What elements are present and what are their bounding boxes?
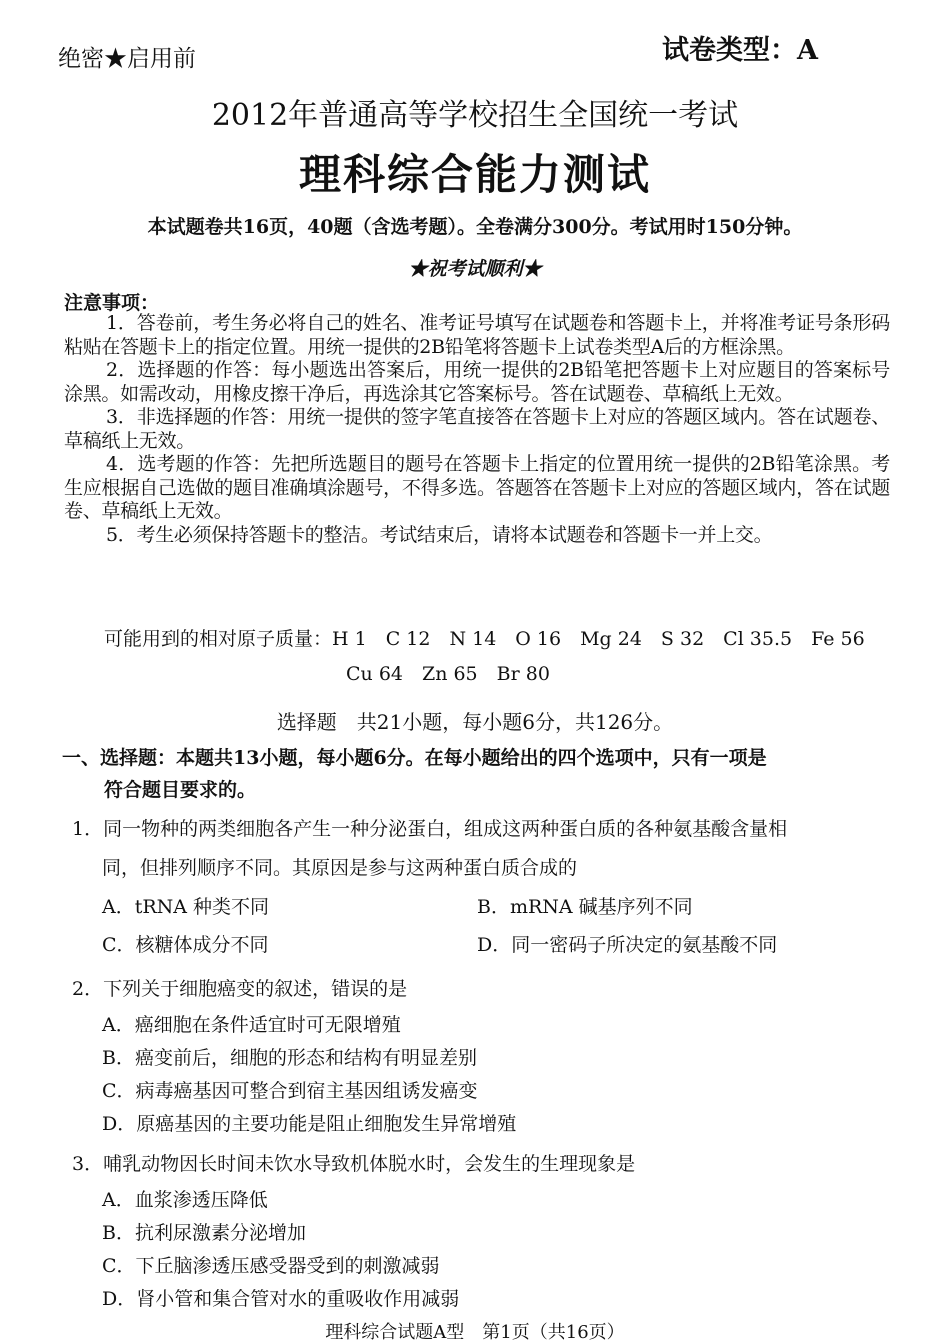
section-one-line-2: 符合题目要求的。	[104, 779, 257, 801]
section-one-instructions	[62, 742, 892, 806]
exam-summary: 本试题卷共16页，40题（含选考题）。全卷满分300分。考试用时150分钟。	[147, 216, 803, 238]
question-stem-line: 同，但排列顺序不同。其原因是参与这两种蛋白质合成的	[102, 857, 578, 879]
option-row	[72, 888, 892, 926]
question-stem: 3．哺乳动物因长时间未饮水导致机体脱水时，会发生的生理现象是	[72, 1153, 636, 1175]
atomic-masses-line-2: Cu 64 Zn 65 Br 80	[346, 663, 550, 685]
option-b: B．癌变前后，细胞的形态和结构有明显差别	[102, 1047, 477, 1069]
subject-title: 理科综合能力测试	[298, 150, 651, 199]
option-row	[72, 926, 892, 964]
confidential-label: 绝密★启用前	[58, 46, 196, 72]
option-a: A．tRNA 种类不同	[102, 896, 270, 918]
page-footer: 理科综合试题A型 第1页（共16页）	[325, 1322, 625, 1343]
option-list	[72, 1009, 892, 1141]
option-d: D．同一密码子所决定的氨基酸不同	[477, 934, 778, 956]
notes-list	[64, 312, 890, 547]
paper-type-label: 试卷类型：A	[662, 35, 818, 66]
option-a: A．癌细胞在条件适宜时可无限增殖	[102, 1014, 401, 1036]
option-b: B．抗利尿激素分泌增加	[102, 1222, 306, 1244]
option-b: B．mRNA 碱基序列不同	[477, 896, 693, 918]
option-c: C．病毒癌基因可整合到宿主基因组诱发癌变	[102, 1080, 478, 1102]
option-d: D．肾小管和集合管对水的重吸收作用减弱	[102, 1288, 460, 1310]
note-item: 2．选择题的作答：每小题选出答案后，用统一提供的2B铅笔把答题卡上对应题目的答案标号涂黑。如需改动，用橡皮擦干净后，再选涂其它答案标号。答在试题卷、草稿纸上无效。	[64, 359, 890, 405]
question-2	[72, 970, 892, 1141]
note-item: 4．选考题的作答：先把所选题目的题号在答题卡上指定的位置用统一提供的2B铅笔涂黑。考生应根据自己选做的题目准确填涂题号，不得多选。答题答在答题卡上对应的答题区域内，答在试题卷、草稿纸上无效。	[64, 453, 890, 522]
note-item: 5．考生必须保持答题卡的整洁。考试结束后，请将本试题卷和答题卡一并上交。	[106, 523, 773, 546]
choice-section-header: 选择题 共21小题，每小题6分，共126分。	[276, 710, 674, 734]
good-luck-banner: ★祝考试顺利★	[408, 258, 542, 280]
question-3	[72, 1145, 892, 1316]
notes-heading: 注意事项：	[64, 292, 160, 314]
option-c: C．核糖体成分不同	[102, 934, 269, 956]
question-stem: 2．下列关于细胞癌变的叙述，错误的是	[72, 978, 408, 1000]
section-one-line-1: 一、选择题：本题共13小题，每小题6分。在每小题给出的四个选项中，只有一项是	[62, 747, 767, 769]
exam-title: 2012年普通高等学校招生全国统一考试	[211, 98, 739, 133]
question-1	[72, 810, 892, 964]
option-d: D．原癌基因的主要功能是阻止细胞发生异常增殖	[102, 1113, 517, 1135]
option-c: C．下丘脑渗透压感受器受到的刺激减弱	[102, 1255, 440, 1277]
question-stem-line: 1．同一物种的两类细胞各产生一种分泌蛋白，组成这两种蛋白质的各种氨基酸含量相	[72, 818, 788, 840]
question-stem	[72, 810, 892, 888]
option-list	[72, 1184, 892, 1316]
note-item: 3．非选择题的作答：用统一提供的签字笔直接答在答题卡上对应的答题区域内。答在试题卷、草稿纸上无效。	[64, 406, 890, 452]
note-item: 1．答卷前，考生务必将自己的姓名、准考证号填写在试题卷和答题卡上，并将准考证号条形码粘贴在答题卡上的指定位置。用统一提供的2B铅笔将答题卡上试卷类型A后的方框涂黑。	[64, 312, 890, 358]
atomic-masses-line-1: 可能用到的相对原子质量：H 1 C 12 N 14 O 16 Mg 24 S 32 Cl 35.5 Fe 56	[104, 628, 865, 650]
option-a: A．血浆渗透压降低	[102, 1189, 268, 1211]
